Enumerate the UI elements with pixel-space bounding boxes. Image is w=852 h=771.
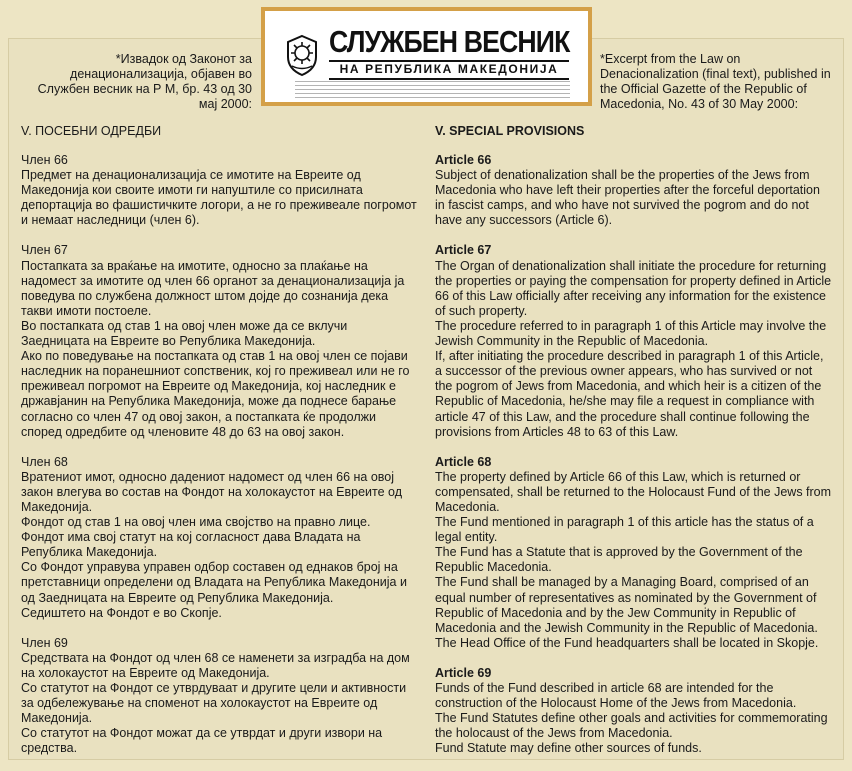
- state-seal-icon: [283, 33, 321, 77]
- gazette-subtitle: НА РЕПУБЛИКА МАКЕДОНИЈА: [329, 60, 569, 80]
- article-paragraph: The Fund shall be managed by a Managing Board, comprised of an equal number of representatives as nominated by the Government of Republic of Macedonia and by the Jew Community in Republic of Macedonia and the Jewish Community in the Republic of Macedonia.: [435, 575, 818, 635]
- gazette-text-lines: [295, 81, 570, 99]
- article-paragraph: Вратениот имот, односно дадениот надомест од член 66 на овој закон влегува во состав на Фондот на холокаустот на Евреите од Македонија.: [21, 469, 403, 514]
- article-paragraph: The procedure referred to in paragraph 1 of this Article may involve the Jewish Community in the Republic of Macedonia.: [435, 318, 827, 349]
- article-title: Член 66: [21, 153, 68, 167]
- macedonian-column: [21, 124, 417, 771]
- article-title: Article 68: [435, 454, 492, 469]
- article: [21, 153, 417, 228]
- article-paragraph: Средствата на Фондот од член 68 се наменети за изградба на дом на холокаустот на Евреите од Македонија.: [21, 650, 410, 680]
- article: [435, 243, 833, 439]
- article: [21, 455, 417, 621]
- article: [435, 153, 833, 228]
- article-paragraph: The Fund mentioned in paragraph 1 of this article has the status of a legal entity.: [435, 515, 814, 545]
- article-title: Член 67: [21, 243, 68, 258]
- gazette-masthead: [261, 7, 592, 106]
- article-paragraph: If, after initiating the procedure described in paragraph 1 of this Article, a successor of the previous owner appears, who has survived or not the pogrom of Jews from Macedonia, and which heir is a citizen of the Republic of Macedonia, he/she may file a request in compliance with article 47 of this Law, and the procedure shall continue following the provisions from Articles 48 to 63 of this Law.: [435, 349, 824, 439]
- article-paragraph: The Head Office of the Fund headquarters shall be located in Skopje.: [435, 635, 819, 650]
- article: [21, 636, 417, 757]
- article-paragraph: Со Фондот управува управен одбор составен од еднаков број на претставници определени од Владата на Република Македонија и од Заедницата на Евреите од Република Македонија.: [21, 560, 407, 605]
- section-heading: V. ПОСЕБНИ ОДРЕДБИ: [21, 124, 162, 138]
- article-paragraph: Fund Statute may define other sources of funds.: [435, 741, 702, 756]
- article-title: Article 69: [435, 665, 492, 680]
- english-column: [435, 124, 833, 771]
- intro-macedonian: *Извадок од Законот за денационализација, објавен во Службен весник на Р М, бр. 43 од 30 мај 2000:: [37, 52, 252, 111]
- article-paragraph: The property defined by Article 66 of this Law, which is returned or compensated, shall be returned to the Holocaust Fund of the Jews from Macedonia.: [435, 469, 832, 514]
- article: [435, 455, 833, 651]
- article-paragraph: The Organ of denationalization shall initiate the procedure for returning the properties or paying the compensation for property defined in Article 66 of this Law officially after receiving any information for the existence of such property.: [435, 258, 832, 318]
- article-title: Член 69: [21, 635, 68, 650]
- article: [21, 243, 417, 439]
- article-title: Article 66: [435, 153, 492, 167]
- article-paragraph: Седиштето на Фондот е во Скопје.: [21, 605, 222, 620]
- article-title: Article 67: [435, 243, 492, 258]
- intro-english: *Excerpt from the Law on Denacionalization (final text), published in the Official Gazette of the Republic of Macedonia, No. 43 of 30 May 2000:: [600, 52, 831, 111]
- article-paragraph: Во постапката од став 1 на овој член може да се вклучи Заедницата на Евреите во Република Македонија.: [21, 318, 348, 349]
- article-paragraph: Со статутот на Фондот можат да се утврдат и други извори на средства.: [21, 726, 383, 756]
- article-paragraph: The Fund Statutes define other goals and activities for commemorating the holocaust of the Jews from Macedonia.: [435, 711, 828, 741]
- section-heading: V. SPECIAL PROVISIONS: [435, 124, 585, 138]
- article-paragraph: Фондот има свој статут на кој согласност дава Владата на Република Македонија.: [21, 530, 361, 560]
- article-paragraph: The Fund has a Statute that is approved by the Government of the Republic Macedonia.: [435, 545, 803, 575]
- article-paragraph: Фондот од став 1 на овој член има својство на правно лице.: [21, 515, 371, 530]
- article-paragraph: Предмет на денационализација се имотите на Евреите од Македонија кои своите имоти ги напуштиле со присилната депортација во фашистичките логори, а не го преживеале погромот и немаат наследници (член 6).: [21, 168, 417, 228]
- article-paragraph: Funds of the Fund described in article 68 are intended for the construction of the Holocaust Home of the Jews from Macedonia.: [435, 681, 797, 711]
- article-paragraph: Постапката за враќање на имотите, односно за плаќање на надомест за имотите од член 66 органот за денационализација ја поведува по службена должност штом дојде до сознанија дека такви имоти постоеле.: [21, 258, 405, 318]
- article: [435, 666, 833, 757]
- article-paragraph: Ако по поведување на постапката од став 1 на овој член се појави наследник на поранешниот сопственик, кој го преживеал или не го преживеал погромот на Евреите од Македонија, кој наследник е државјанин на Република Македонија, може да поднесе барање согласно со член 47 од овој закон, а постапката ќе продолжи според одредбите од членовите 48 до 63 на овој закон.: [21, 349, 410, 439]
- article-title: Член 68: [21, 454, 68, 469]
- gazette-title: СЛУЖБЕН ВЕСНИК: [329, 24, 570, 59]
- article-paragraph: Со статутот на Фондот се утврдуваат и другите цели и активности за одбележување на споменот на холокаустот на Евреите од Македонија.: [21, 681, 407, 726]
- article-paragraph: Subject of denationalization shall be the properties of the Jews from Macedonia who have left their properties after the forceful deportation in fascist camps, and who have not survived the pogrom and do not have any successors (Article 6).: [435, 168, 820, 228]
